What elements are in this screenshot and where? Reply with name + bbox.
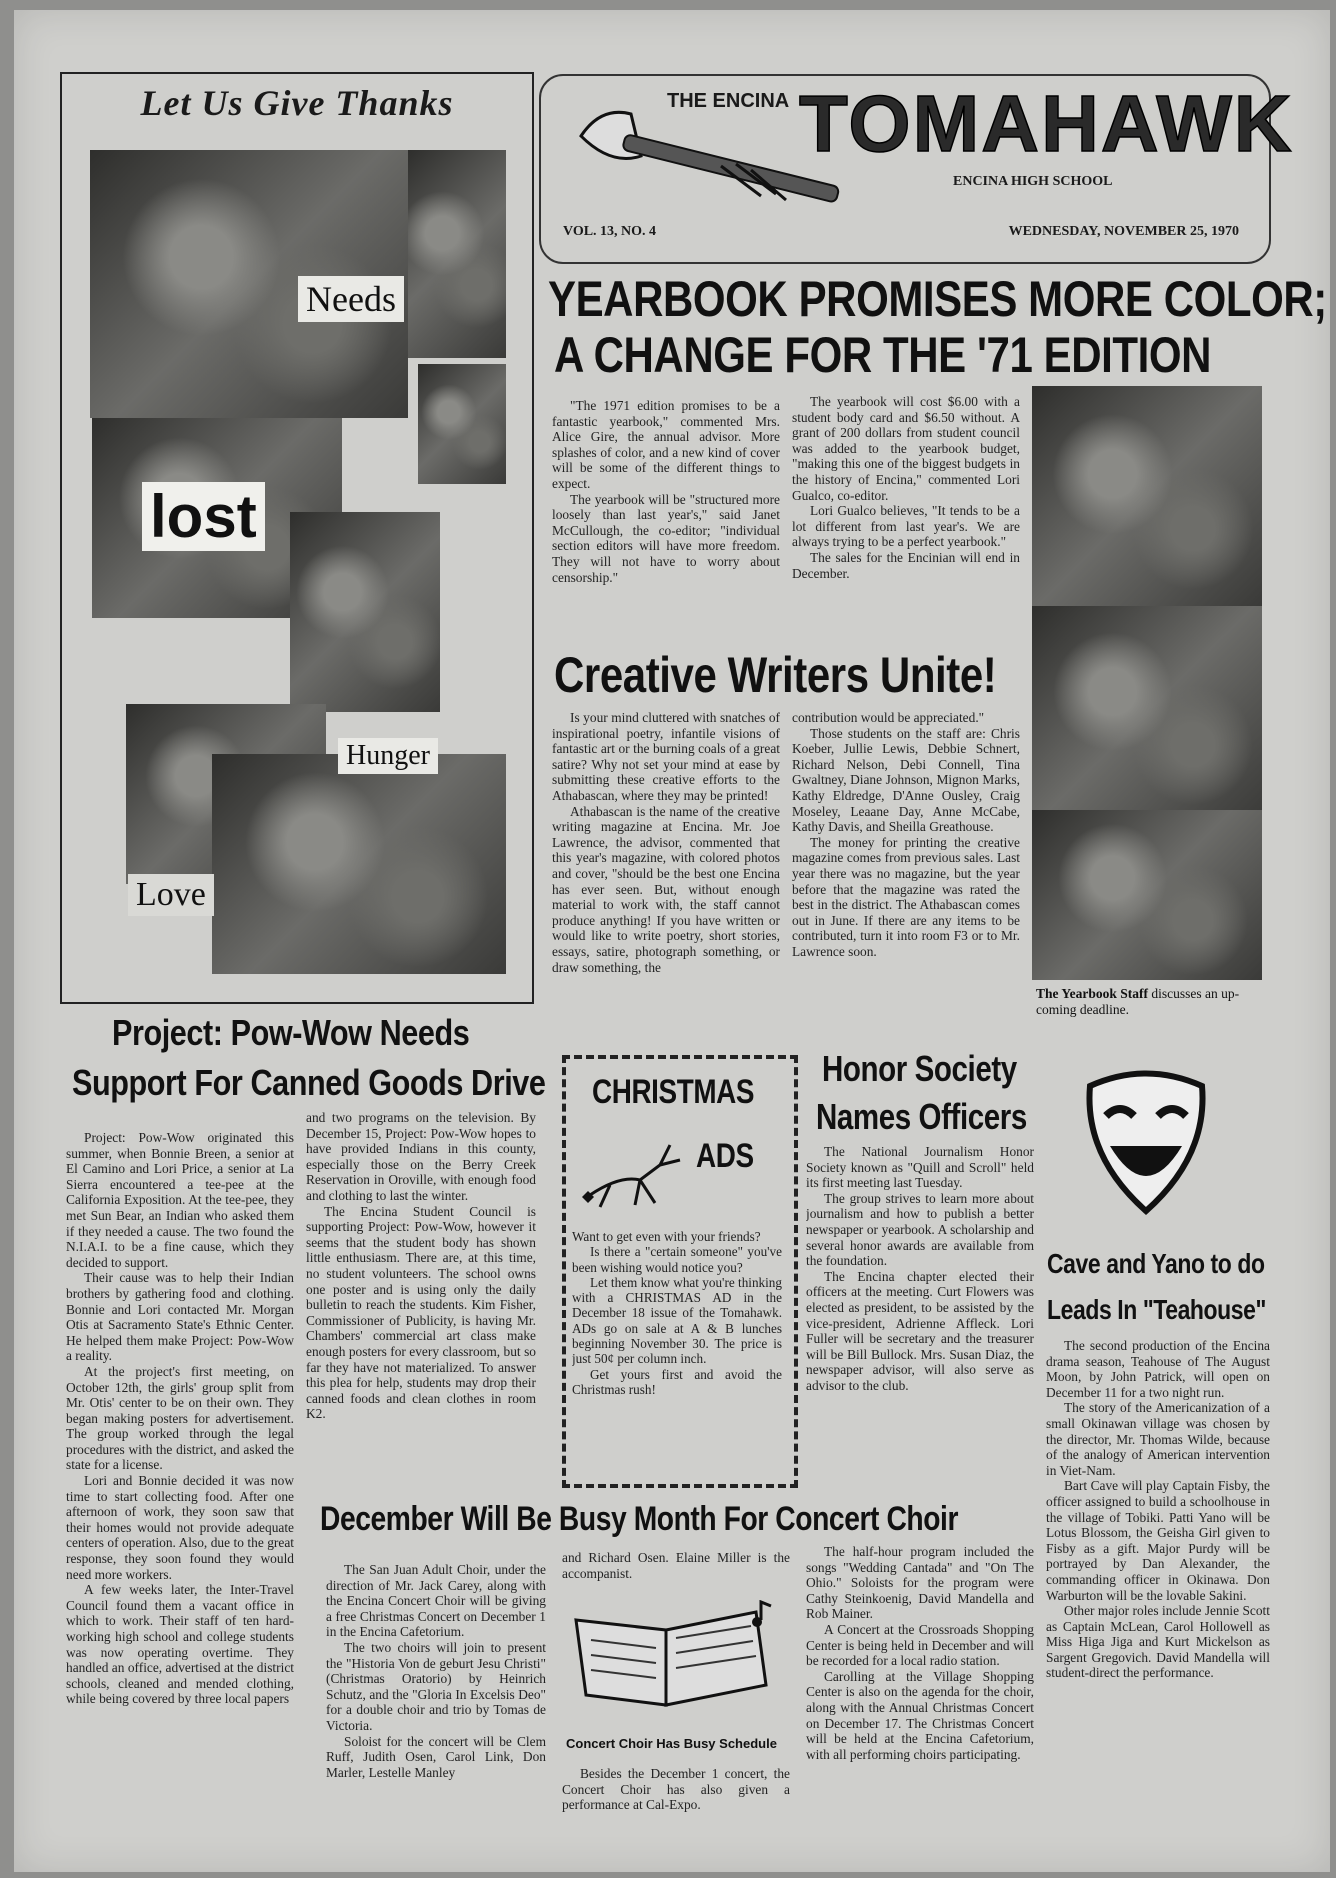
yearbook-headline-2: A CHANGE FOR THE '71 EDITION	[554, 327, 1212, 383]
choir-col2-text: and Richard Osen. Elaine Miller is the accompanist.	[562, 1550, 790, 1581]
powwow-column-2	[306, 1110, 536, 1490]
ads-title-2: ADS	[696, 1137, 754, 1175]
paragraph: A few weeks later, the Inter-Travel Council found them a vacant office in which to work. Their staff of ten hard-working high school and college students was now operating overtime. They handled an office, advertised at the district schools, cleaned and mended clothing, while being covered by three local papers	[66, 1582, 294, 1707]
paragraph: The Encina Student Council is supporting Project: Pow-Wow, however it seems that the student body has shown little enthusiasm. There are, at this time, no student volunteers. The school owns one poster and is using only the daily bulletin to reach the students. Kim Fisher, Commissioner of Publicity, is having Mr. Chambers' commercial art class make enough posters for every classroom, but so far they have not materialized. To answer this plea for help, students may drop their canned foods and clean clothes in room K2.	[306, 1203, 536, 1422]
paragraph: Bart Cave will play Captain Fisby, the officer assigned to build a schoolhouse in the village of Tobiki. Patti Yano will be Lotus Blossom, the Geisha Girl given to Fisby as a gift. Major Purdy will be portrayed by Dan Alexander, the commanding officer in Okinawa. Don Warburton will be the lovable Sakini.	[1046, 1478, 1270, 1603]
writers-column-2	[792, 710, 1020, 1050]
powwow-headline-1: Project: Pow-Wow Needs	[112, 1012, 470, 1053]
paragraph: The two choirs will join to present the "Historia Von de geburt Jesu Christi" (Christmas Oratorio) by Heinrich Schutz, and the "Gloria In Excelsis Deo" for a double choir and trio by Tomas de Victoria.	[326, 1639, 546, 1733]
paragraph: Project: Pow-Wow originated this summer, when Bonnie Breen, a senior at El Camino and Lori Price, a senior at La Sierra encountered a tee-pee at the California Exposition. At the tee-pee, they met Sun Bear, an Indian who asked them if they needed a cause. The two found the N.I.A.I. to be a fine cause, which they decided to support.	[66, 1130, 294, 1270]
masthead-the-encina: THE ENCINA	[667, 90, 790, 112]
paragraph: Soloist for the concert will be Clem Ruff, Judith Osen, Carol Link, Don Marler, Lestelle Manley	[326, 1733, 546, 1780]
paragraph: contribution would be appreciated."	[792, 710, 985, 725]
choir-col2-bottom-text: Besides the December 1 concert, the Concert Choir has also given a performance at Cal-Expo.	[562, 1766, 790, 1813]
paragraph: The sales for the Encinian will end in December.	[792, 549, 1020, 581]
honor-headline-2: Names Officers	[816, 1096, 1027, 1137]
honor-column	[806, 1144, 1034, 1474]
paragraph: Other major roles include Jennie Scott as Captain McLean, Carol Hollowell as Miss Higa Jiga and Kurt Mickelson as Sargent Gregovich. David Mandella will student-direct the performance.	[1046, 1603, 1270, 1681]
paragraph: The National Journalism Honor Society known as "Quill and Scroll" held its first meeting last Tuesday.	[806, 1144, 1034, 1191]
powwow-column-1	[66, 1130, 294, 1818]
paragraph: The group strives to learn more about journalism and how to publish a better newspaper or yearbook. A scholarship and several honor awards are available from the foundation.	[806, 1190, 1034, 1269]
yearbook-column-1	[552, 398, 780, 638]
collage-label-hunger: Hunger	[338, 738, 438, 774]
paragraph: The half-hour program included the songs "Wedding Cantada" and "On The Ohio." Soloists for the program were Cathy Steinkoenig, David Mandella and Rob Mainer.	[806, 1544, 1034, 1622]
writers-headline: Creative Writers Unite!	[554, 647, 997, 703]
collage-photo	[418, 364, 506, 484]
collage-label-needs: Needs	[298, 276, 404, 322]
paragraph: Is your mind cluttered with snatches of inspirational poetry, infantile visions of fantastic art or the burning coals of a great satire? Why not set your mind at ease by submitting these creative efforts to the Athabascan, where they may be printed!	[552, 710, 780, 803]
choir-column-2-top	[562, 1550, 790, 1590]
collage-photo	[212, 754, 506, 974]
paragraph: Is there a "certain someone" you've been wishing would notice you?	[572, 1244, 782, 1275]
yearbook-staff-photo	[1032, 386, 1262, 606]
teahouse-column	[1046, 1338, 1270, 1818]
masthead-date: WEDNESDAY, NOVEMBER 25, 1970	[1008, 224, 1239, 239]
paragraph: "The 1971 edition promises to be a fantastic yearbook," commented Mrs. Alice Gire, the annual advisor. More splashes of color, and a new kind of cover will be some of the different things to expect.	[552, 398, 780, 491]
paragraph: Get yours first and avoid the Christmas rush!	[572, 1366, 782, 1397]
paragraph: The yearbook will cost $6.00 with a student body card and $6.50 without. A grant of 200 dollars from student council was added to the yearbook budget, "making this one of the biggest budgets in the history of Encina," commented Lori Gualco, co-editor.	[792, 394, 1020, 503]
paragraph: At the project's first meeting, on October 12th, the girls' group split from Mr. Otis' center to be on their own. They began making posters for advertisement. The group worked through the legal procedures with the district, and asked the state for a license.	[66, 1363, 294, 1473]
paragraph: Carolling at the Village Shopping Center is also on the agenda for the choir, along with the Annual Christmas Concert on December 17. The Christmas Concert will be held at the Encina Cafetorium, with all performing choirs participating.	[806, 1668, 1034, 1762]
choir-image-caption: Concert Choir Has Busy Schedule	[566, 1736, 777, 1751]
newspaper-page	[14, 10, 1330, 1872]
teahouse-headline-1: Cave and Yano to do	[1047, 1248, 1265, 1279]
comedy-mask-icon	[1080, 1066, 1212, 1216]
paragraph: Want to get even with your friends?	[572, 1229, 761, 1244]
paragraph: The story of the Americanization of a small Okinawan village was chosen by the director, Mr. Thomas Wilde, because of the analogy of American intervention in Viet-Nam.	[1046, 1400, 1270, 1478]
paragraph: and two programs on the television. By December 15, Project: Pow-Wow hopes to have provided Indians in this county, especially those on the Berry Creek Reservation in Oroville, with enough food and clothing to last the winter.	[306, 1110, 536, 1203]
christmas-ads-box	[562, 1055, 798, 1488]
paragraph: The Encina chapter elected their officers at the meeting. Curt Flowers was elected as president, to be assisted by the vice-president, Adrienne Affleck. Lori Fuller will be secretary and the treasurer will be Bill Bullock. Mrs. Susan Diaz, the newspaper advisor, will also serve as advisor to the club.	[806, 1268, 1034, 1393]
paragraph: The San Juan Adult Choir, under the direction of Mr. Jack Carey, along with the Encina Concert Choir will be giving a free Christmas Concert on December 1 in the Encina Cafetorium.	[326, 1562, 546, 1640]
writers-column-1	[552, 710, 780, 1050]
paragraph: The money for printing the creative magazine comes from previous sales. Last year there was no magazine, but the year before that the magazine was rated the best in the district. The Athabascan comes out in June. If there are any items to be contributed, turn it into room F3 or to Mr. Lawrence soon.	[792, 834, 1020, 959]
masthead-title: TOMAHAWK	[799, 79, 1294, 168]
collage-label-love: Love	[128, 874, 214, 916]
paragraph: Let them know what you're thinking with a CHRISTMAS AD in the December 18 issue of the Tomahawk. ADs go on sale at A & B lunches beginning November 30. The price is just 50¢ per column inch.	[572, 1274, 782, 1367]
yearbook-headline-1: YEARBOOK PROMISES MORE COLOR;	[548, 271, 1327, 327]
choir-column-1	[326, 1562, 546, 1818]
yearbook-column-2	[792, 394, 1020, 634]
choir-headline: December Will Be Busy Month For Concert Choir	[320, 1500, 959, 1538]
ads-title-1: CHRISTMAS	[592, 1073, 755, 1111]
collage-photo	[408, 150, 506, 358]
collage-photo	[290, 512, 440, 712]
caption-rest: discusses an up-coming deadline.	[1036, 986, 1240, 1017]
yearbook-staff-photo	[1032, 810, 1262, 980]
reindeer-icon	[580, 1135, 690, 1215]
powwow-headline-2: Support For Canned Goods Drive	[72, 1062, 546, 1103]
paragraph: The yearbook will be "structured more loosely than last year's," said Janet McCullough, the co-editor; "individual section editors will have more freedom. They will not have to worry about censorship."	[552, 491, 780, 585]
paragraph: Lori and Bonnie decided it was now time to start collecting food. After one afternoon of work, they soon saw that their homes would not provide adequate centers of operation. Also, due to the great response, they soon found they would need more workers.	[66, 1473, 294, 1582]
paragraph: A Concert at the Crossroads Shopping Center is being held in December and will be recorded for a local radio station.	[806, 1621, 1034, 1669]
caption-bold: The Yearbook Staff	[1036, 986, 1149, 1001]
collage-label-lost: lost	[142, 482, 265, 551]
ads-text	[572, 1229, 782, 1479]
thanks-collage-frame	[60, 72, 534, 1004]
masthead-school: ENCINA HIGH SCHOOL	[953, 174, 1113, 189]
paragraph: Their cause was to help their Indian brothers by gathering food and clothing. Bonnie and Lori contacted Mr. Morgan Otis at Sacramento State's Ethnic Center. He helped them make Project: Pow-Wow a reality.	[66, 1270, 294, 1364]
honor-headline-1: Honor Society	[822, 1048, 1017, 1089]
choir-column-3	[806, 1544, 1034, 1818]
masthead-volume: VOL. 13, NO. 4	[563, 224, 657, 239]
open-songbook-icon	[566, 1600, 776, 1718]
teahouse-headline-2: Leads In "Teahouse"	[1047, 1294, 1266, 1325]
paragraph: The second production of the Encina drama season, Teahouse of The August Moon, by John Patrick, will open on December 11 for a two night run.	[1046, 1338, 1270, 1400]
paragraph: Athabascan is the name of the creative writing magazine at Encina. Mr. Joe Lawrence, the advisor, commented that this year's magazine, with colored photos and cover, "should be the best one Encina has ever seen. But, without enough material to work with, the staff cannot produce anything! If you have written or would like to write poetry, short stories, essays, satire, photograph something, or draw something, the	[552, 803, 780, 975]
yearbook-photo-caption	[1036, 986, 1262, 1018]
paragraph: Lori Gualco believes, "It tends to be a lot different from last year's. We are always trying to be a perfect yearbook."	[792, 503, 1020, 550]
masthead	[539, 74, 1294, 264]
thanks-title: Let Us Give Thanks	[140, 83, 454, 123]
choir-column-2-bottom	[562, 1766, 790, 1818]
yearbook-staff-photo	[1032, 606, 1262, 820]
paragraph: Those students on the staff are: Chris Koeber, Jullie Lewis, Debbie Schnert, Richard Nelson, Debi Connell, Tina Gwaltney, Diane Johnson, Mignon Marks, Kathy Eldredge, D'Anne Ousley, Craig Moseley, Leaane Day, Anne McCabe, Kathy Davis, and Sheilla Greathouse.	[792, 725, 1020, 835]
